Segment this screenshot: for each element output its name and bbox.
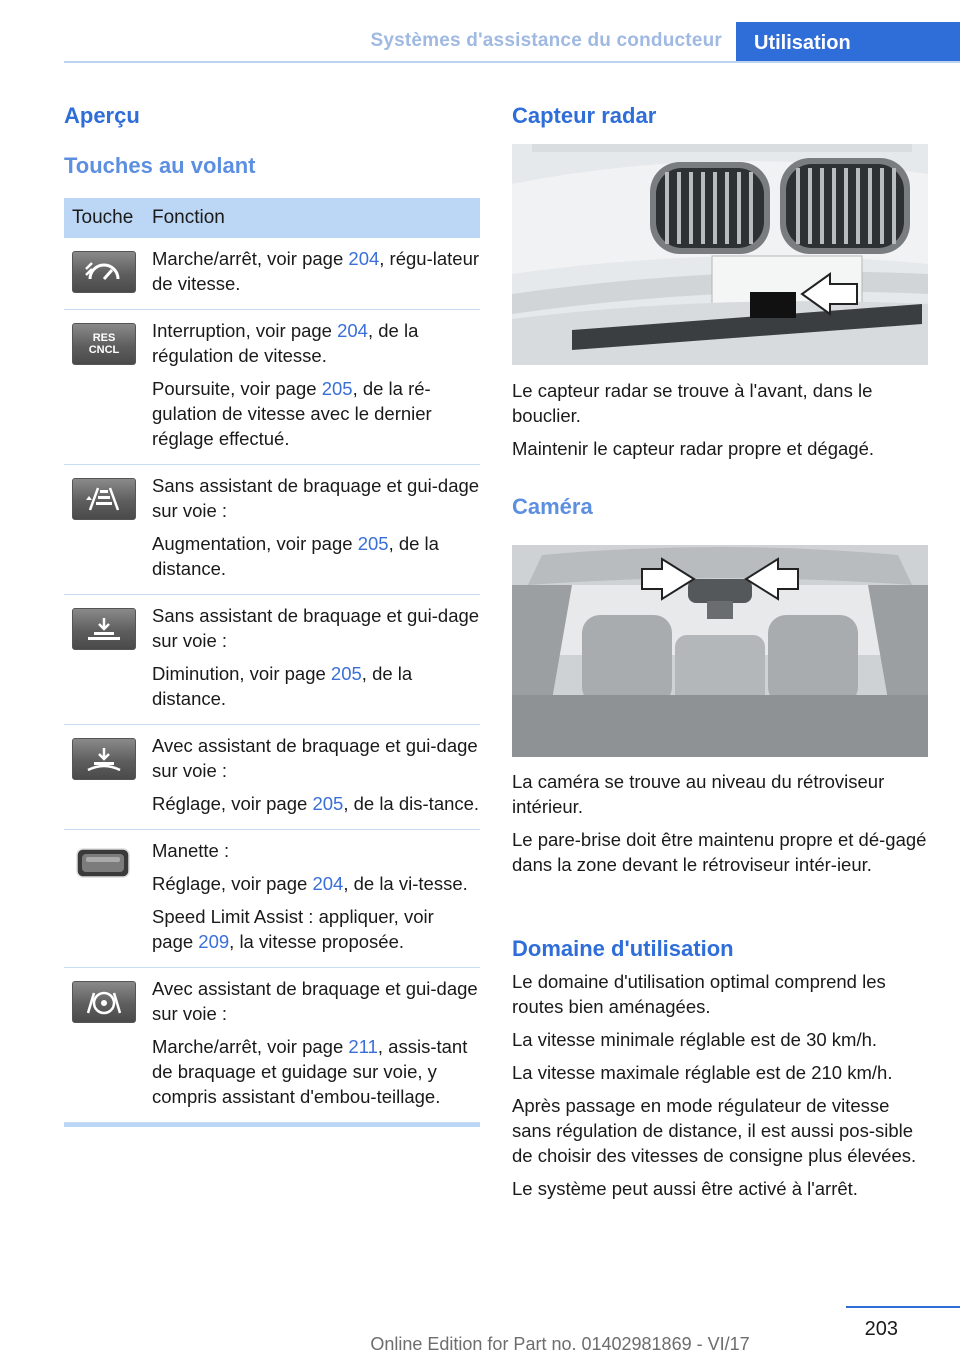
key-cell — [64, 473, 152, 581]
camera-description — [512, 769, 928, 885]
function-text: Sans assistant de braquage et gui‐dage sur voie : — [152, 605, 480, 651]
key-cell — [64, 246, 152, 296]
function-cell — [152, 246, 480, 296]
running-header-tab: Utilisation — [736, 22, 960, 63]
table-row — [64, 725, 480, 830]
table-row — [64, 595, 480, 725]
function-paragraph — [152, 376, 480, 451]
running-header-section: Systèmes d'assistance du conducteur — [370, 30, 722, 51]
function-text: , de la distance. — [152, 533, 439, 579]
camera-heading: Caméra — [512, 494, 593, 519]
page-reference-link[interactable]: 204 — [348, 248, 380, 269]
column-header-function: Fonction — [152, 207, 225, 228]
page-number-rule — [846, 1306, 960, 1308]
header-rule — [64, 61, 960, 63]
function-text: Réglage, voir page — [152, 873, 313, 894]
steering-assist-icon — [72, 981, 136, 1023]
key-cell — [64, 603, 152, 711]
page-reference-link[interactable]: 211 — [348, 1036, 378, 1057]
function-text: Manette : — [152, 840, 230, 861]
cruise-speedometer-icon — [72, 251, 136, 293]
function-text: Poursuite, voir page — [152, 378, 322, 399]
table-row — [64, 238, 480, 310]
function-text: Marche/arrêt, voir page — [152, 1036, 349, 1057]
distance-adjust-icon — [72, 738, 136, 780]
function-cell — [152, 838, 480, 954]
page-reference-link[interactable]: 209 — [198, 931, 230, 952]
domain-paragraph-1: Le domaine d'utilisation optimal comprend les routes bien aménagées. — [512, 971, 886, 1017]
domain-paragraph-4: Après passage en mode régulateur de vitesse sans régulation de distance, il est aussi pos‐sible de choisir des vitesses de consigne plus élevées. — [512, 1095, 917, 1166]
function-paragraph — [152, 473, 480, 523]
page-reference-link[interactable]: 204 — [312, 873, 344, 894]
table-row — [64, 465, 480, 595]
camera-paragraph-2: Le pare-brise doit être maintenu propre et dé‐gagé dans la zone devant le rétroviseur intér‐ieur. — [512, 829, 927, 875]
distance-decrease-icon — [72, 608, 136, 650]
distance-increase-icon — [72, 478, 136, 520]
radar-paragraph-2: Maintenir le capteur radar propre et dégagé. — [512, 438, 874, 459]
function-paragraph — [152, 976, 480, 1026]
function-cell — [152, 603, 480, 711]
function-paragraph — [152, 871, 480, 896]
function-text: Augmentation, voir page — [152, 533, 358, 554]
function-text: Interruption, voir page — [152, 320, 338, 341]
function-text: , de la distance. — [152, 663, 413, 709]
function-text: Sans assistant de braquage et gui‐dage sur voie : — [152, 475, 480, 521]
function-text: , de la régulation de vitesse. — [152, 320, 419, 366]
page-reference-link[interactable]: 204 — [337, 320, 368, 341]
function-paragraph — [152, 791, 480, 816]
domain-description — [512, 969, 928, 1209]
function-paragraph — [152, 603, 480, 653]
function-cell — [152, 976, 480, 1109]
steering-keys-table — [64, 198, 480, 1127]
function-text: Diminution, voir page — [152, 663, 331, 684]
function-paragraph — [152, 838, 480, 863]
function-text: Avec assistant de braquage et gui‐dage sur voie : — [152, 735, 478, 781]
radar-heading: Capteur radar — [512, 103, 657, 128]
function-text: Marche/arrêt, voir page — [152, 248, 349, 269]
function-paragraph — [152, 318, 480, 368]
domain-heading: Domaine d'utilisation — [512, 936, 734, 961]
key-cell — [64, 733, 152, 816]
function-paragraph — [152, 1034, 480, 1109]
function-text: Speed Limit Assist : appliquer, voir page — [152, 906, 434, 952]
function-text: , de la dis‐tance. — [343, 793, 480, 814]
radar-sensor-photo — [512, 144, 928, 365]
table-row — [64, 310, 480, 465]
function-text: , assis‐tant de braquage et guidage sur voie, y compris assistant d'embou‐teillage. — [152, 1036, 468, 1107]
res-cncl-icon: RES CNCL — [72, 323, 136, 365]
table-row — [64, 968, 480, 1123]
table-row — [64, 830, 480, 968]
function-text: Réglage, voir page — [152, 793, 313, 814]
page-reference-link[interactable]: 205 — [312, 793, 344, 814]
function-cell — [152, 318, 480, 451]
key-cell — [64, 976, 152, 1109]
function-text: Avec assistant de braquage et gui‐dage sur voie : — [152, 978, 478, 1024]
function-text: , de la ré‐gulation de vitesse avec le dernier réglage effectué. — [152, 378, 432, 449]
page-reference-link[interactable]: 205 — [321, 378, 353, 399]
table-end-rule — [64, 1123, 480, 1127]
function-text: , la vitesse proposée. — [229, 931, 404, 952]
domain-paragraph-3: La vitesse maximale réglable est de 210 km/h. — [512, 1062, 893, 1083]
camera-paragraph-1: La caméra se trouve au niveau du rétroviseur intérieur. — [512, 771, 885, 817]
table-header — [64, 198, 480, 238]
domain-paragraph-2: La vitesse minimale réglable est de 30 km/h. — [512, 1029, 878, 1050]
column-header-key: Touche — [72, 207, 134, 228]
function-paragraph — [152, 246, 480, 296]
function-paragraph — [152, 904, 480, 954]
function-text: , de la vi‐tesse. — [343, 873, 468, 894]
key-cell — [64, 318, 152, 451]
page-reference-link[interactable]: 205 — [357, 533, 389, 554]
function-paragraph — [152, 661, 480, 711]
section-title: Aperçu — [64, 103, 140, 128]
function-text: , régu‐lateur de vitesse. — [152, 248, 480, 294]
function-cell — [152, 733, 480, 816]
footer-edition: Online Edition for Part no. 01402981869 - VI/17 — [370, 1334, 750, 1354]
function-paragraph — [152, 733, 480, 783]
page-number: 203 — [864, 1318, 898, 1340]
function-cell — [152, 473, 480, 581]
function-paragraph — [152, 531, 480, 581]
rocker-switch-icon — [72, 843, 134, 883]
camera-photo — [512, 545, 928, 757]
key-cell — [64, 838, 152, 954]
section-subtitle: Touches au volant — [64, 153, 256, 178]
domain-paragraph-5: Le système peut aussi être activé à l'arrêt. — [512, 1178, 858, 1199]
page-reference-link[interactable]: 205 — [330, 663, 362, 684]
radar-description — [512, 378, 928, 469]
radar-paragraph-1: Le capteur radar se trouve à l'avant, dans le bouclier. — [512, 380, 873, 426]
table-body — [64, 238, 480, 1123]
